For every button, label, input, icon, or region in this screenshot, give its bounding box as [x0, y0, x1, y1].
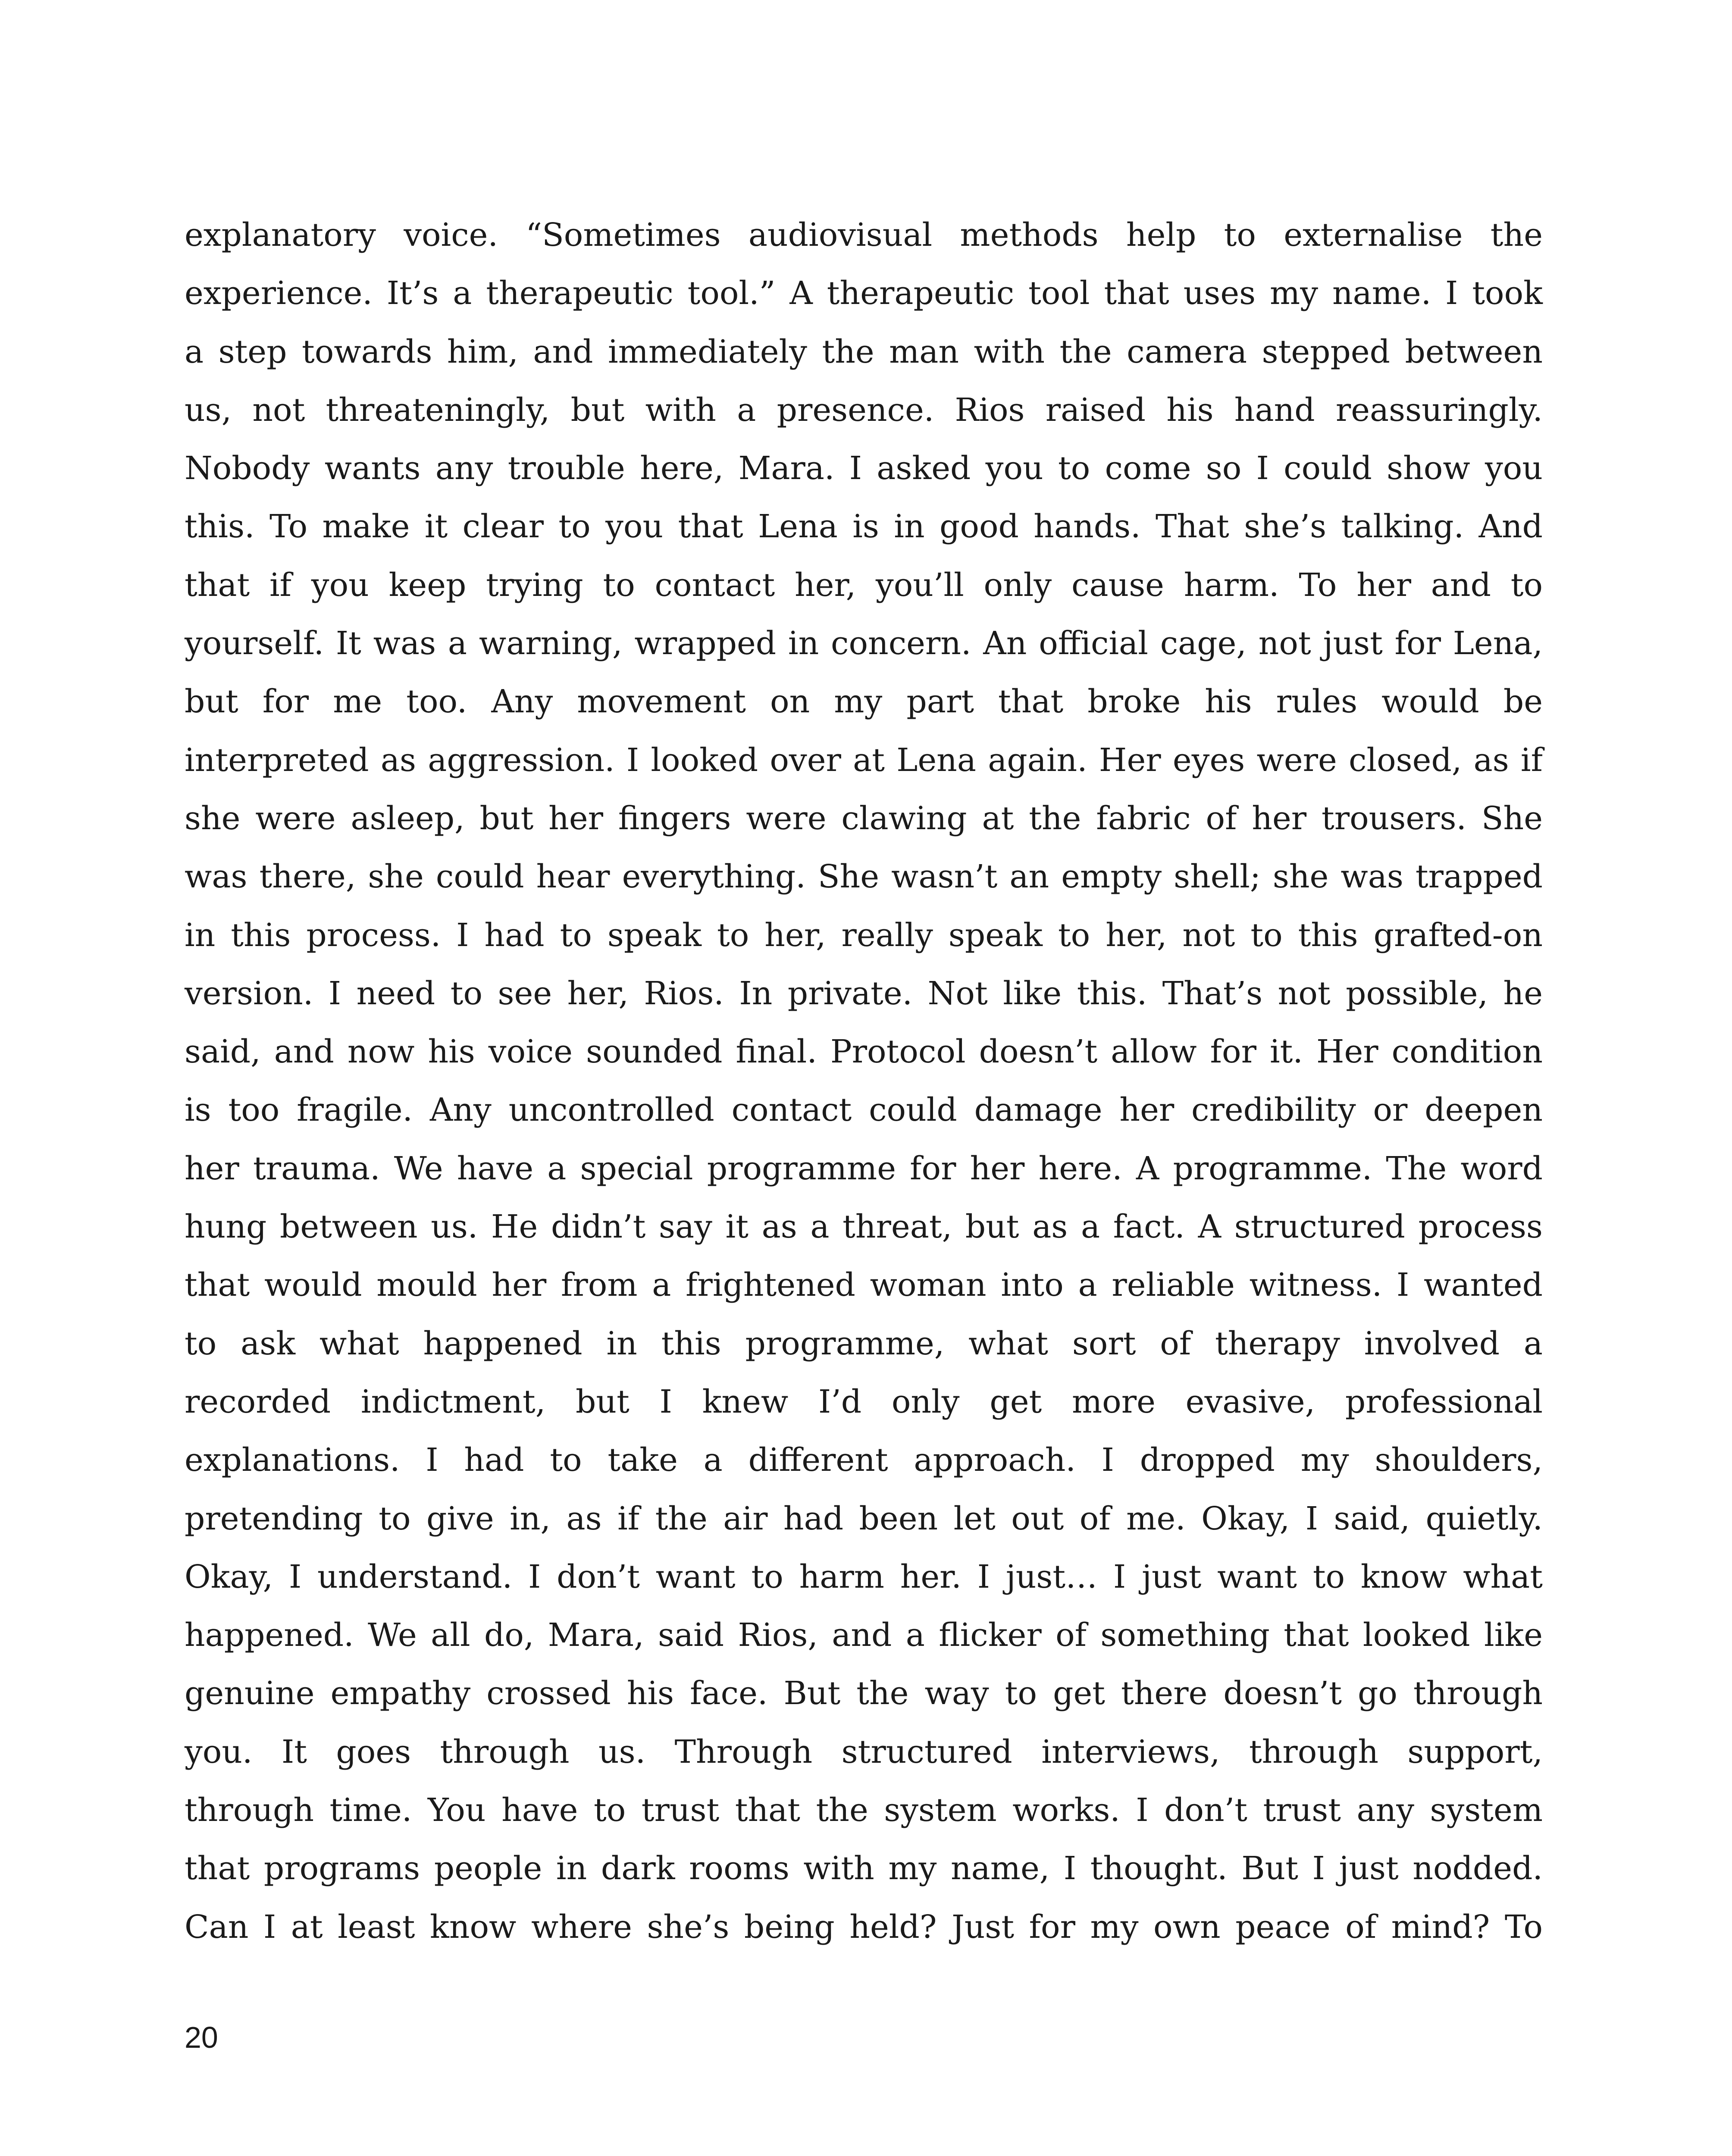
text-line: that would mould her from a frightened woman into a reliable witness. I wanted — [185, 1266, 1543, 1304]
text-line: experience. It’s a therapeutic tool.” A therapeutic tool that uses my name. I took — [185, 275, 1543, 312]
text-line: yourself. It was a warning, wrapped in concern. An official cage, not just for Lena, — [185, 625, 1543, 662]
text-line: a step towards him, and immediately the man with the camera stepped between — [185, 333, 1543, 370]
text-line: happened. We all do, Mara, said Rios, and a flicker of something that looked like — [185, 1617, 1543, 1654]
text-line: through time. You have to trust that the system works. I don’t trust any system — [185, 1792, 1543, 1829]
body-text — [185, 206, 1543, 1956]
text-line: she were asleep, but her fingers were clawing at the fabric of her trousers. She — [185, 799, 1543, 837]
text-line: was there, she could hear everything. She wasn’t an empty shell; she was trapped — [185, 858, 1543, 896]
text-line: genuine empathy crossed his face. But the way to get there doesn’t go through — [185, 1675, 1543, 1712]
text-line: you. It goes through us. Through structured interviews, through support, — [185, 1733, 1543, 1771]
text-line: that if you keep trying to contact her, you’ll only cause harm. To her and to — [185, 566, 1543, 604]
text-line: Nobody wants any trouble here, Mara. I asked you to come so I could show you — [185, 450, 1543, 487]
text-line: to ask what happened in this programme, what sort of therapy involved a — [185, 1325, 1543, 1362]
text-line: is too fragile. Any uncontrolled contact could damage her credibility or deepen — [185, 1091, 1543, 1129]
text-line: version. I need to see her, Rios. In private. Not like this. That’s not possible, he — [185, 975, 1543, 1012]
text-line: but for me too. Any movement on my part that broke his rules would be — [185, 683, 1543, 721]
text-line: explanatory voice. “Sometimes audiovisual methods help to externalise the — [185, 216, 1543, 254]
text-line: us, not threateningly, but with a presence. Rios raised his hand reassuringly. — [185, 391, 1543, 429]
text-line: in this process. I had to speak to her, really speak to her, not to this grafted-on — [185, 916, 1543, 954]
page-number: 20 — [185, 2021, 218, 2054]
text-line: pretending to give in, as if the air had been let out of me. Okay, I said, quietly. — [185, 1500, 1543, 1537]
text-line: her trauma. We have a special programme for her here. A programme. The word — [185, 1150, 1543, 1187]
text-line: explanations. I had to take a different approach. I dropped my shoulders, — [185, 1442, 1543, 1479]
text-line: this. To make it clear to you that Lena is in good hands. That she’s talking. And — [185, 508, 1543, 545]
text-line: that programs people in dark rooms with my name, I thought. But I just nodded. — [185, 1850, 1543, 1887]
text-line: said, and now his voice sounded final. Protocol doesn’t allow for it. Her condition — [185, 1033, 1543, 1071]
text-line: Can I at least know where she’s being held? Just for my own peace of mind? To — [185, 1908, 1543, 1946]
text-line: Okay, I understand. I don’t want to harm her. I just… I just want to know what — [185, 1558, 1543, 1595]
text-line: recorded indictment, but I knew I’d only get more evasive, professional — [185, 1383, 1543, 1420]
text-line: hung between us. He didn’t say it as a threat, but as a fact. A structured process — [185, 1208, 1543, 1246]
text-line: interpreted as aggression. I looked over at Lena again. Her eyes were closed, as if — [185, 741, 1543, 779]
